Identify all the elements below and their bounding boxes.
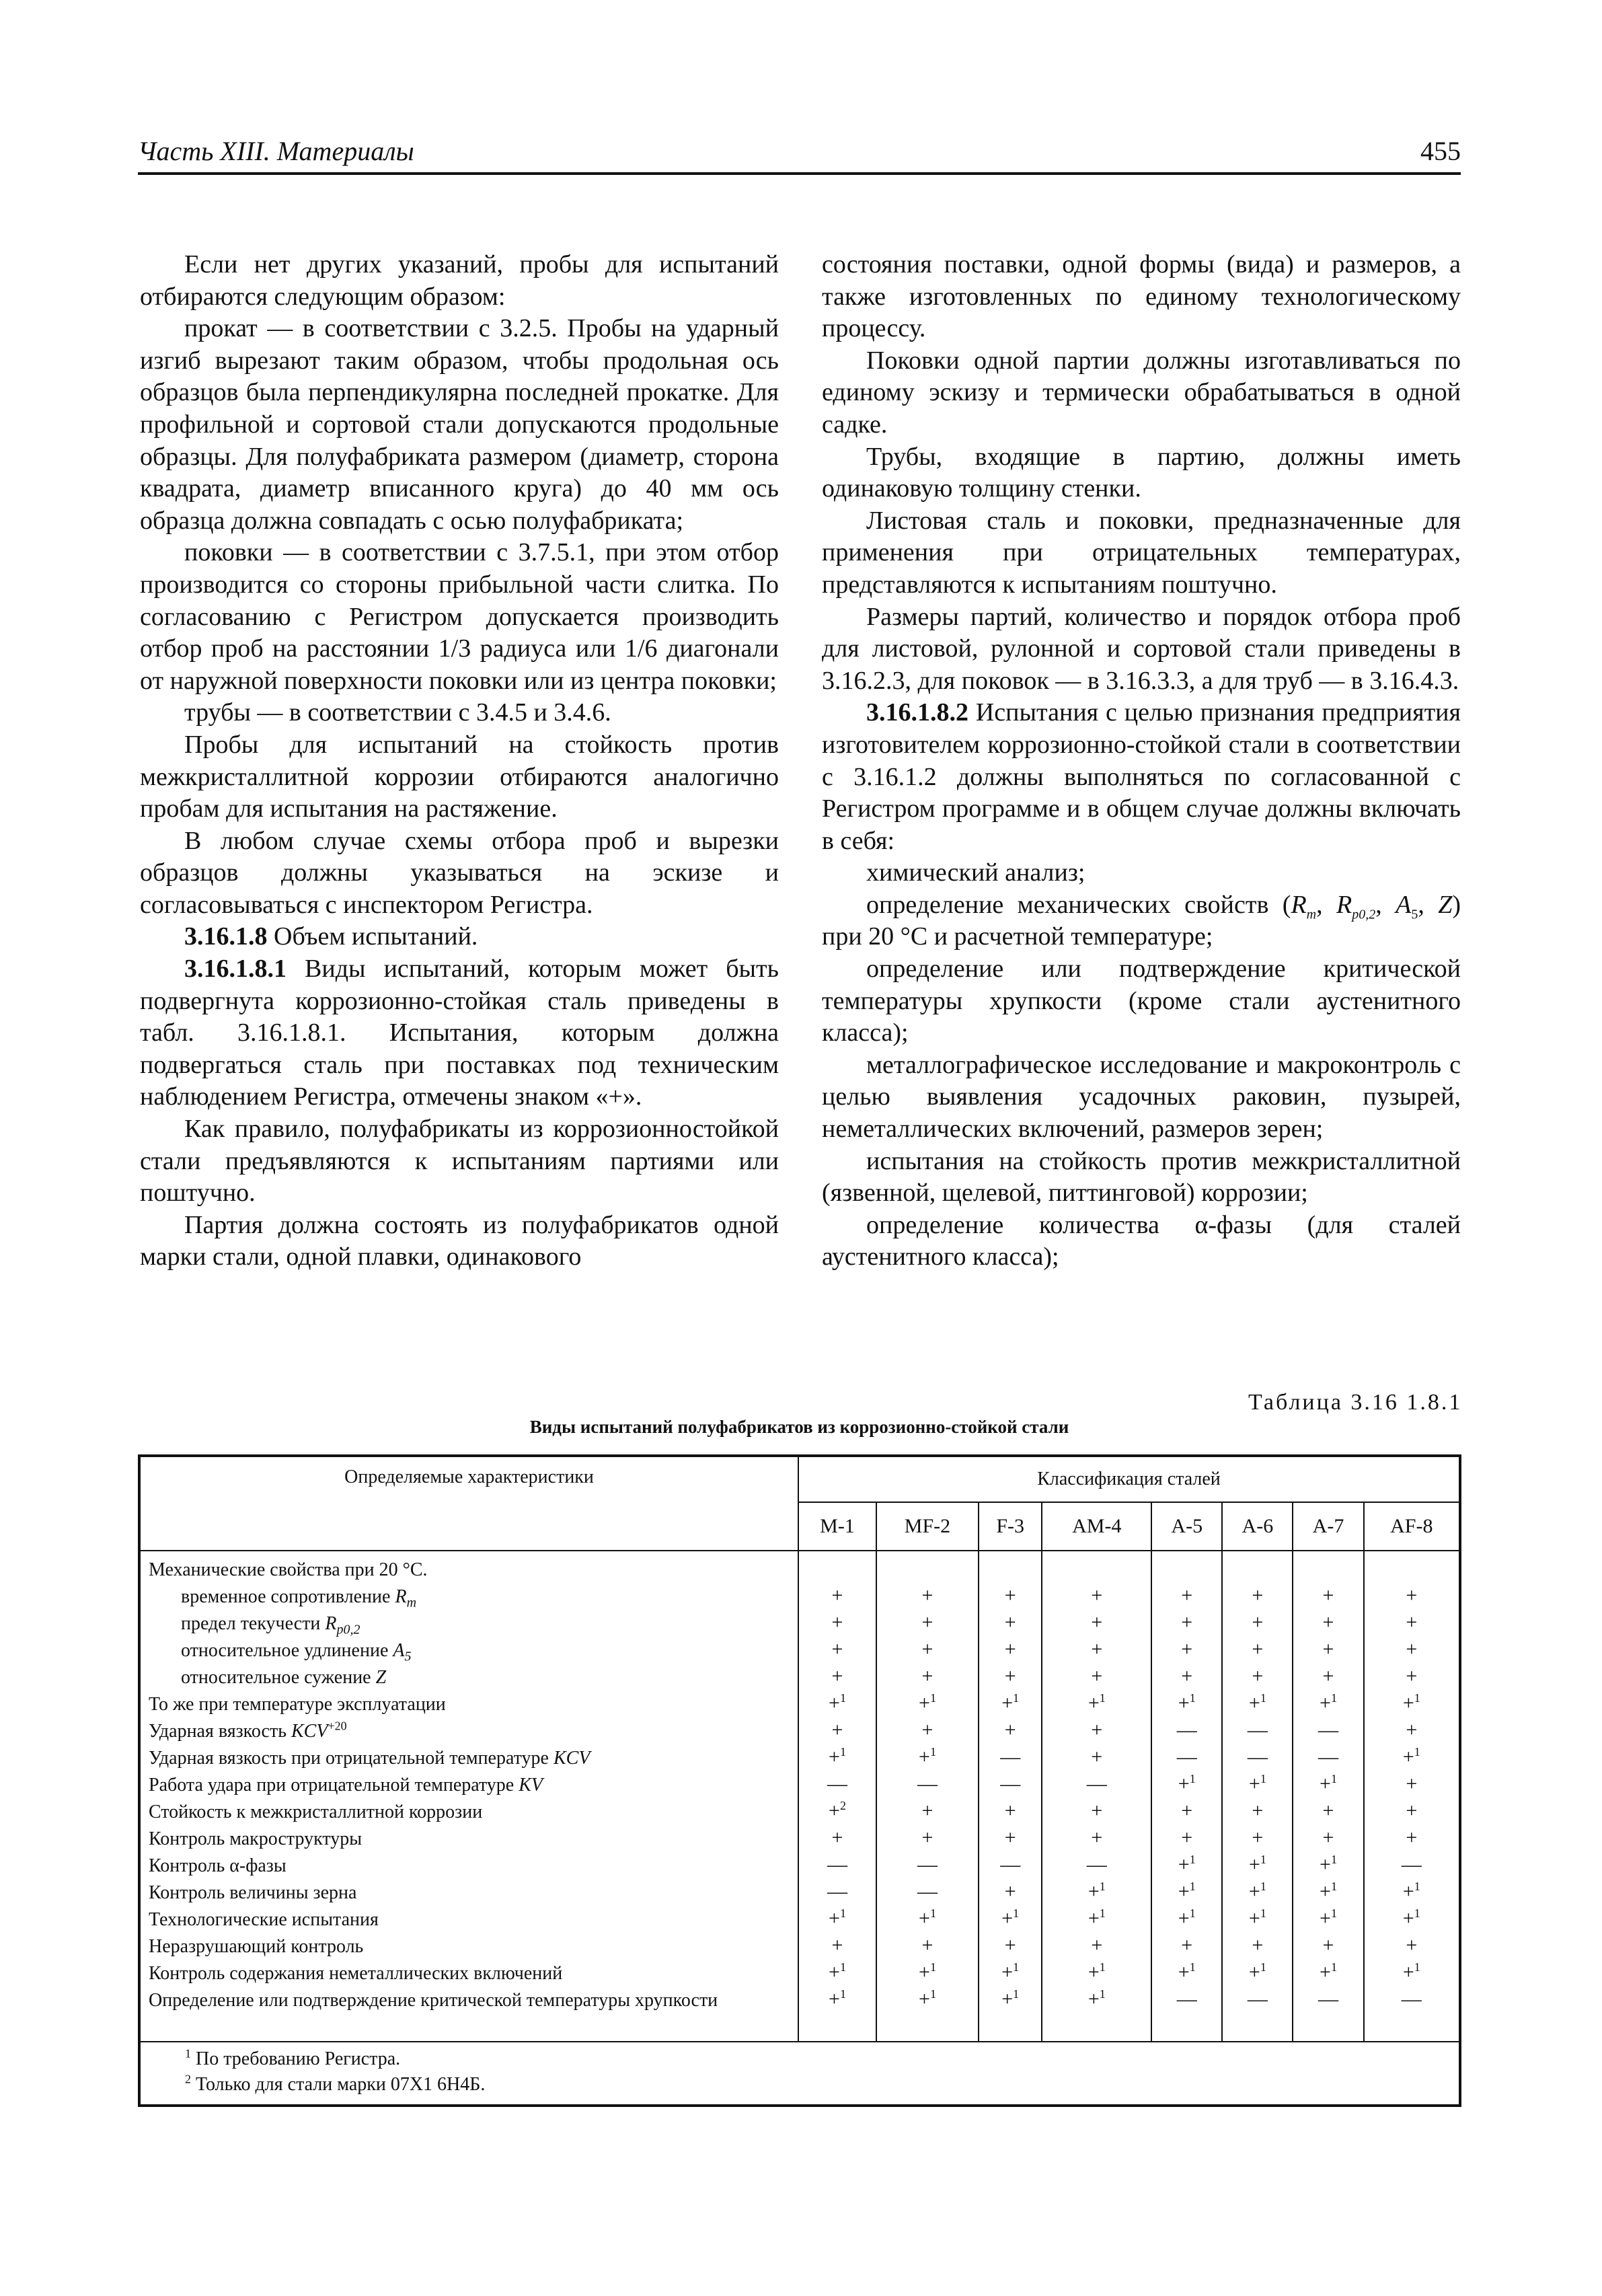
test-mark: + — [1091, 1800, 1103, 1822]
test-mark: — — [917, 1853, 938, 1876]
label-symbol: R — [395, 1586, 407, 1607]
test-mark: — — [1086, 1853, 1107, 1876]
symbol: R — [1291, 890, 1307, 919]
test-mark: +$^1$ — [829, 1691, 846, 1714]
test-mark: +$^1$ — [1178, 1772, 1196, 1795]
test-mark: + — [1322, 1611, 1334, 1633]
text-run: , — [1316, 890, 1336, 919]
label-text: относительное сужение — [181, 1667, 376, 1688]
test-mark: + — [1252, 1584, 1264, 1606]
paragraph: состояния поставки, одной формы (вида) и размеров, а также изготовленных по единому технологическому процессу. — [822, 250, 1461, 343]
running-title: Часть XIII. Материалы — [138, 136, 414, 166]
paragraph — [140, 953, 779, 1113]
test-mark: +$^1$ — [1320, 1853, 1337, 1876]
list-item: химический анализ; — [866, 858, 1085, 887]
test-mark: +$^1$ — [1178, 1960, 1196, 1983]
test-mark: + — [1406, 1719, 1418, 1741]
test-mark: + — [1406, 1826, 1418, 1849]
label-symbol: KCV — [291, 1721, 328, 1742]
test-mark: +$^1$ — [1248, 1691, 1266, 1714]
characteristics-cell — [139, 1551, 798, 2042]
subscript: p0,2 — [1352, 907, 1376, 922]
test-mark: +$^1$ — [829, 1906, 846, 1929]
test-mark: +$^1$ — [1320, 1772, 1337, 1795]
paragraph: Трубы, входящие в партию, должны иметь одинаковую толщину стенки. — [822, 442, 1461, 503]
page-header — [138, 132, 1461, 175]
steel-class-header: A-5 — [1151, 1502, 1222, 1551]
test-mark: + — [831, 1719, 843, 1741]
test-mark: +$^1$ — [919, 1906, 936, 1929]
test-mark: +$^1$ — [1248, 1906, 1266, 1929]
test-mark: — — [827, 1773, 847, 1795]
test-mark — [1152, 1555, 1221, 1582]
table-caption: Таблица 3.16 1.8.1 — [1248, 1390, 1463, 1415]
paragraph: Листовая сталь и поковки, предназначенные для применения при отрицательных температурах, представляются к испытаниям поштучно. — [822, 506, 1461, 599]
label-superscript: +20 — [328, 1719, 347, 1733]
test-mark: +$^1$ — [1320, 1880, 1337, 1902]
characteristic-label — [149, 1610, 794, 1637]
test-mark: +$^1$ — [1402, 1745, 1420, 1768]
test-mark: — — [1318, 1988, 1338, 2010]
test-mark: + — [1181, 1826, 1193, 1849]
test-mark: + — [1406, 1800, 1418, 1822]
test-mark: +$^1$ — [1402, 1906, 1420, 1929]
test-mark: +$^1$ — [1178, 1853, 1196, 1876]
test-mark — [979, 1555, 1041, 1582]
test-mark: — — [1086, 1773, 1107, 1795]
steel-class-header: M-1 — [798, 1502, 876, 1551]
list-item: определение или подтверждение критической температуры хрупкости (кроме стали аустенитного класса); — [822, 955, 1461, 1047]
characteristic-label — [149, 1691, 794, 1718]
test-mark: +$^1$ — [919, 1745, 936, 1768]
test-mark: + — [1252, 1826, 1264, 1849]
label-text: Неразрушающий контроль — [149, 1936, 364, 1957]
test-mark — [1365, 1555, 1459, 1582]
test-mark: +$^1$ — [1001, 1960, 1020, 1983]
test-mark: + — [1181, 1934, 1193, 1956]
test-mark: + — [921, 1719, 933, 1741]
characteristic-label — [149, 1637, 794, 1664]
symbol: Z — [1438, 890, 1453, 919]
test-mark: + — [921, 1638, 933, 1660]
test-mark: + — [921, 1611, 933, 1633]
label-text: То же при температуре эксплуатации — [149, 1694, 446, 1715]
steel-class-header: AF-8 — [1364, 1502, 1460, 1551]
test-mark: + — [1252, 1638, 1264, 1660]
paragraph: В любом случае схемы отбора проб и вырезки образцов должны указываться на эскизе и согласовываться с инспектором Регистра. — [140, 826, 779, 919]
test-mark: + — [1252, 1665, 1264, 1687]
test-mark: +$^1$ — [1248, 1772, 1266, 1795]
test-mark: — — [917, 1773, 938, 1795]
test-mark: + — [1091, 1665, 1103, 1687]
steel-class-header: MF-2 — [876, 1502, 979, 1551]
test-mark: +$^2$ — [829, 1799, 846, 1822]
label-symbol: Z — [375, 1667, 387, 1688]
test-mark: — — [917, 1880, 938, 1902]
characteristic-label — [149, 1557, 794, 1584]
paragraph — [822, 697, 1461, 857]
characteristic-label — [149, 1853, 794, 1880]
test-mark: + — [831, 1665, 843, 1687]
test-mark: + — [1004, 1934, 1016, 1956]
paragraph: поковки — в соответствии с 3.7.5.1, при этом отбор производится со стороны прибыльной части слитка. По согласованию с Регистром допускается производить отбор проб на расстоянии 1/3 радиуса или 1/6 диагонали от наружной поверхности поковки или из центра поковки; — [140, 538, 779, 695]
test-mark: + — [1406, 1584, 1418, 1606]
test-mark: +$^1$ — [1178, 1906, 1196, 1929]
test-mark: + — [921, 1826, 933, 1849]
test-mark: + — [1322, 1584, 1334, 1606]
label-symbol: R — [325, 1613, 337, 1634]
footnote-text: По требованию Регистра. — [191, 2048, 401, 2069]
label-subscript: m — [406, 1595, 417, 1610]
test-mark: +$^1$ — [829, 1745, 846, 1768]
paragraph: прокат — в соответствии с 3.2.5. Пробы на ударный изгиб вырезают таким образом, чтобы продольная ось образцов была перпендикулярна последней прокатке. Для профильной и сортовой стали допускаются продольные образцы. Для полуфабриката размером (диаметр, сторона квадрата, диаметр вписанного круга) до 40 мм ось образца должна совпадать с осью полуфабриката; — [140, 314, 779, 535]
test-mark: — — [1000, 1746, 1021, 1768]
test-mark: + — [921, 1584, 933, 1606]
text-run: определение механических свойств ( — [866, 890, 1291, 919]
test-mark: + — [1406, 1665, 1418, 1687]
test-mark: — — [1401, 1988, 1422, 2010]
steel-class-header: F-3 — [979, 1502, 1042, 1551]
clause-number: 3.16.1.8.1 — [184, 955, 287, 984]
steel-class-header: AM-4 — [1042, 1502, 1151, 1551]
footnote-mark: 1 — [185, 2046, 191, 2061]
steel-marks-column — [979, 1551, 1042, 2042]
test-mark: — — [1318, 1719, 1338, 1741]
test-mark: +$^1$ — [1248, 1880, 1266, 1902]
label-text: Определение или подтверждение критической температуры хрупкости — [149, 1990, 718, 2011]
test-types-table — [138, 1454, 1461, 2107]
test-mark: + — [1322, 1934, 1334, 1956]
steel-marks-column — [798, 1551, 876, 2042]
paragraph: трубы — в соответствии с 3.4.5 и 3.4.6. — [184, 698, 611, 727]
test-mark: + — [1091, 1638, 1103, 1660]
label-subscript: 5 — [404, 1649, 412, 1664]
characteristic-label — [149, 1933, 794, 1960]
test-mark: +$^1$ — [829, 1960, 846, 1983]
label-text: предел текучести — [181, 1613, 326, 1634]
test-mark: + — [1091, 1826, 1103, 1849]
steel-class-header: A-7 — [1293, 1502, 1363, 1551]
label-symbol: KV — [519, 1775, 543, 1795]
test-mark: — — [1176, 1988, 1197, 2010]
test-mark: +$^1$ — [919, 1960, 936, 1983]
paragraph: Размеры партий, количество и порядок отбора проб для листовой, рулонной и сортовой стали приведены в 3.16.2.3, для поковок — в 3.16.3.3, а для труб — в 3.16.4.3. — [822, 602, 1461, 695]
test-mark: +$^1$ — [1320, 1691, 1337, 1714]
test-mark: + — [1252, 1934, 1264, 1956]
characteristic-label — [149, 1799, 794, 1826]
label-symbol: KCV — [554, 1748, 590, 1769]
section-number: 3.16.1.8 — [184, 922, 268, 951]
test-mark: — — [827, 1853, 847, 1876]
characteristic-label — [149, 1718, 794, 1745]
test-mark: + — [1181, 1638, 1193, 1660]
test-mark: + — [1406, 1638, 1418, 1660]
test-mark: + — [1091, 1719, 1103, 1741]
label-text: Стойкость к межкристаллитной коррозии — [149, 1802, 483, 1822]
test-mark: +$^1$ — [1402, 1691, 1420, 1714]
footnotes-cell — [139, 2042, 1460, 2106]
characteristic-label — [149, 1906, 794, 1933]
characteristic-label — [149, 1880, 794, 1906]
test-mark: — — [1176, 1746, 1197, 1768]
test-mark: +$^1$ — [919, 1691, 936, 1714]
list-item: испытания на стойкость против межкристаллитной (язвенной, щелевой, питтинговой) коррозии; — [822, 1146, 1461, 1208]
test-mark: + — [1004, 1719, 1016, 1741]
paragraph: Как правило, полуфабрикаты из коррозионностойкой стали предъявляются к испытаниям партиями или поштучно. — [140, 1115, 779, 1208]
test-mark — [1223, 1555, 1292, 1582]
test-mark: + — [1406, 1611, 1418, 1633]
test-mark: + — [1091, 1584, 1103, 1606]
paragraph: Поковки одной партии должны изготавливаться по единому эскизу и термически обрабатываться в одной садке. — [822, 346, 1461, 439]
left-column — [140, 249, 779, 1273]
clause-text: Виды испытаний, которым может быть подвергнута коррозионно-стойкая сталь приведены в табл. 3.16.1.8.1. Испытания, которым должна подвергаться сталь при поставках под техническим наблюдением Регистра, отмечены знаком «+». — [140, 955, 779, 1111]
characteristic-label — [149, 1584, 794, 1610]
test-mark: + — [831, 1611, 843, 1633]
section-heading — [140, 921, 779, 953]
clause-text: Испытания с целью признания предприятия изготовителем коррозионно-стойкой стали в соответствии с 3.16.1.2 должны выполняться по согласованной с Регистром программе и в общем случае должны включать в себя: — [822, 698, 1461, 855]
test-mark: +$^1$ — [1001, 1906, 1020, 1929]
test-mark: +$^1$ — [1178, 1880, 1196, 1902]
test-mark: + — [1252, 1611, 1264, 1633]
test-mark: — — [827, 1880, 847, 1902]
header-classification: Классификация сталей — [798, 1456, 1460, 1502]
test-mark: + — [1004, 1584, 1016, 1606]
steel-marks-column — [1364, 1551, 1460, 2042]
test-mark: +$^1$ — [1248, 1853, 1266, 1876]
text-run: , — [1418, 890, 1439, 919]
footnote-text: Только для стали марки 07Х1 6Н4Б. — [191, 2074, 486, 2095]
test-mark: + — [1322, 1826, 1334, 1849]
symbol: R — [1336, 890, 1352, 919]
label-text: Контроль α-фазы — [149, 1855, 287, 1876]
test-mark: +$^1$ — [1088, 1691, 1106, 1714]
test-mark: + — [1004, 1611, 1016, 1633]
test-mark: +$^1$ — [1320, 1906, 1337, 1929]
test-mark — [1042, 1555, 1151, 1582]
characteristic-label — [149, 1960, 794, 1987]
label-text: Работа удара при отрицательной температуре — [149, 1775, 519, 1795]
test-mark: +$^1$ — [1001, 1691, 1020, 1714]
steel-marks-column — [1042, 1551, 1151, 2042]
label-subscript: p0,2 — [336, 1622, 360, 1637]
test-mark: + — [1091, 1934, 1103, 1956]
paragraph: Если нет других указаний, пробы для испытаний отбираются следующим образом: — [140, 250, 779, 311]
test-mark — [1293, 1555, 1363, 1582]
label-text: Контроль содержания неметаллических включений — [149, 1963, 563, 1984]
page-number: 455 — [1420, 136, 1461, 166]
label-text: Ударная вязкость — [149, 1721, 291, 1742]
test-mark: +$^1$ — [1001, 1987, 1020, 2010]
clause-number: 3.16.1.8.2 — [866, 698, 968, 727]
label-text: относительное удлинение — [181, 1640, 393, 1661]
label-text: Ударная вязкость при отрицательной температуре — [149, 1748, 554, 1769]
test-mark: + — [1181, 1611, 1193, 1633]
test-mark: + — [1004, 1665, 1016, 1687]
test-mark: — — [1247, 1719, 1268, 1741]
test-mark: — — [1000, 1853, 1021, 1876]
test-mark: + — [921, 1934, 933, 1956]
right-column — [822, 249, 1461, 1273]
subscript: m — [1306, 907, 1317, 922]
test-mark: + — [1322, 1800, 1334, 1822]
test-mark: +$^1$ — [1402, 1880, 1420, 1902]
characteristic-label — [149, 1987, 794, 2041]
table-title: Виды испытаний полуфабрикатов из коррозионно-стойкой стали — [529, 1417, 1069, 1437]
test-mark: — — [1247, 1988, 1268, 2010]
test-mark: + — [1004, 1880, 1016, 1902]
test-mark: +$^1$ — [919, 1987, 936, 2010]
text-run: ) при 20 °С и расчетной температуре; — [822, 890, 1461, 951]
test-mark: + — [831, 1934, 843, 1956]
test-mark: + — [1004, 1826, 1016, 1849]
test-mark: + — [1322, 1665, 1334, 1687]
test-mark: +$^1$ — [1178, 1691, 1196, 1714]
header-characteristics: Определяемые характеристики — [139, 1456, 798, 1551]
table-body-row — [139, 1551, 1460, 2042]
test-mark: + — [1004, 1800, 1016, 1822]
footnote — [185, 2072, 1459, 2098]
section-title: Объем испытаний. — [267, 922, 478, 951]
subscript: 5 — [1411, 907, 1418, 922]
test-mark: — — [1401, 1853, 1422, 1876]
test-mark: + — [921, 1800, 933, 1822]
test-mark: + — [1252, 1800, 1264, 1822]
characteristic-label — [149, 1664, 794, 1691]
test-mark: — — [1318, 1746, 1338, 1768]
test-mark: — — [1176, 1719, 1197, 1741]
steel-marks-column — [876, 1551, 979, 2042]
symbol: A — [1396, 890, 1412, 919]
footnote — [185, 2046, 1459, 2072]
test-mark: + — [1091, 1611, 1103, 1633]
test-mark: + — [1181, 1584, 1193, 1606]
steel-marks-column — [1293, 1551, 1363, 2042]
list-item: определение количества α-фазы (для сталей аустенитного класса); — [822, 1210, 1461, 1271]
test-mark: + — [831, 1638, 843, 1660]
footnote-mark: 2 — [185, 2072, 191, 2086]
test-mark: + — [1406, 1773, 1418, 1795]
characteristic-label — [149, 1772, 794, 1799]
test-mark: + — [831, 1826, 843, 1849]
paragraph: Пробы для испытаний на стойкость против межкристаллитной коррозии отбираются аналогично пробам для испытания на растяжение. — [140, 730, 779, 823]
test-mark: +$^1$ — [1248, 1960, 1266, 1983]
label-text: Контроль величины зерна — [149, 1882, 357, 1903]
test-mark: + — [1406, 1934, 1418, 1956]
test-mark: + — [1091, 1746, 1103, 1768]
list-item — [822, 889, 1461, 953]
test-mark: +$^1$ — [1088, 1880, 1106, 1902]
test-mark: +$^1$ — [1088, 1960, 1106, 1983]
test-mark: + — [1322, 1638, 1334, 1660]
paragraph: Партия должна состоять из полуфабрикатов одной марки стали, одной плавки, одинакового — [140, 1210, 779, 1271]
test-mark: + — [921, 1665, 933, 1687]
test-mark: — — [1247, 1746, 1268, 1768]
test-mark: — — [1000, 1773, 1021, 1795]
label-text: Технологические испытания — [149, 1909, 379, 1930]
label-symbol: A — [393, 1640, 405, 1661]
test-mark: + — [1004, 1638, 1016, 1660]
characteristic-label — [149, 1745, 794, 1772]
test-mark: +$^1$ — [829, 1987, 846, 2010]
label-text: Контроль макроструктуры — [149, 1828, 363, 1849]
test-mark: + — [1181, 1800, 1193, 1822]
list-item: металлографическое исследование и макроконтроль с целью выявления усадочных раковин, пузырей, неметаллических включений, размеров зерен; — [822, 1050, 1461, 1144]
characteristic-label — [149, 1826, 794, 1853]
test-mark: +$^1$ — [1402, 1960, 1420, 1983]
test-mark: + — [831, 1584, 843, 1606]
test-mark — [799, 1555, 876, 1582]
text-run: , — [1375, 890, 1396, 919]
steel-marks-column — [1222, 1551, 1293, 2042]
test-mark — [877, 1555, 978, 1582]
test-mark: + — [1181, 1665, 1193, 1687]
footnotes-row — [139, 2042, 1460, 2106]
steel-marks-column — [1151, 1551, 1222, 2042]
label-text: Механические свойства при 20 °С. — [149, 1559, 428, 1580]
test-mark: +$^1$ — [1320, 1960, 1337, 1983]
test-mark: +$^1$ — [1088, 1987, 1106, 2010]
label-text: временное сопротивление — [181, 1586, 395, 1607]
steel-class-header: A-6 — [1222, 1502, 1293, 1551]
test-mark: +$^1$ — [1088, 1906, 1106, 1929]
